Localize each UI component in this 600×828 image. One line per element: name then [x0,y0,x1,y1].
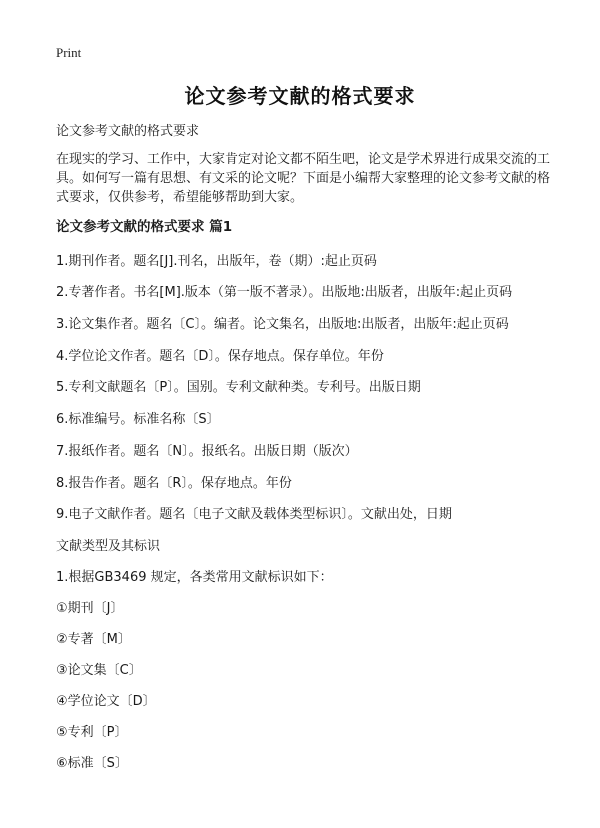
type-item: ①期刊〔J〕 [56,601,124,616]
section-heading: 论文参考文献的格式要求 篇1 [56,219,233,235]
document-title: 论文参考文献的格式要求 [184,84,416,108]
format-item: 5.专利文献题名〔P〕。国别。专利文献种类。专利号。出版日期 [56,380,421,395]
format-item: 7.报纸作者。题名〔N〕。报纸名。出版日期（版次） [56,444,358,459]
format-item: 2.专著作者。书名[M].版本（第一版不著录）。出版地:出版者，出版年:起止页码 [56,285,513,300]
format-item: 9.电子文献作者。题名〔电子文献及载体类型标识〕。文献出处，日期 [56,507,452,522]
document-subtitle: 论文参考文献的格式要求 [56,124,200,139]
format-item: 1.期刊作者。题名[J].刊名，出版年，卷（期）:起止页码 [56,254,377,269]
type-item: ④学位论文〔D〕 [56,694,156,709]
types-heading: 文献类型及其标识 [56,539,161,554]
intro-paragraph: 在现实的学习、工作中，大家肯定对论文都不陌生吧，论文是学术界进行成果交流的工具。如何写一篇有思想、有文采的论文呢？下面是小编帮大家整理的论文参考文献的格式要求，仅供参考，希望能够帮助到大家。 [56,152,551,205]
format-item: 6.标准编号。标准名称〔S〕 [56,412,220,427]
format-item: 3.论文集作者。题名〔C〕。编者。论文集名，出版地:出版者，出版年:起止页码 [56,317,509,332]
type-item: ⑥标准〔S〕 [56,756,128,771]
format-item: 4.学位论文作者。题名〔D〕。保存地点。保存单位。年份 [56,349,384,364]
type-item: ⑤专利〔P〕 [56,725,128,740]
types-intro: 1.根据GB3469 规定，各类常用文献标识如下： [56,570,333,585]
type-item: ③论文集〔C〕 [56,663,142,678]
type-item: ②专著〔M〕 [56,632,131,647]
print-label: Print [56,45,82,60]
format-item: 8.报告作者。题名〔R〕。保存地点。年份 [56,476,292,491]
